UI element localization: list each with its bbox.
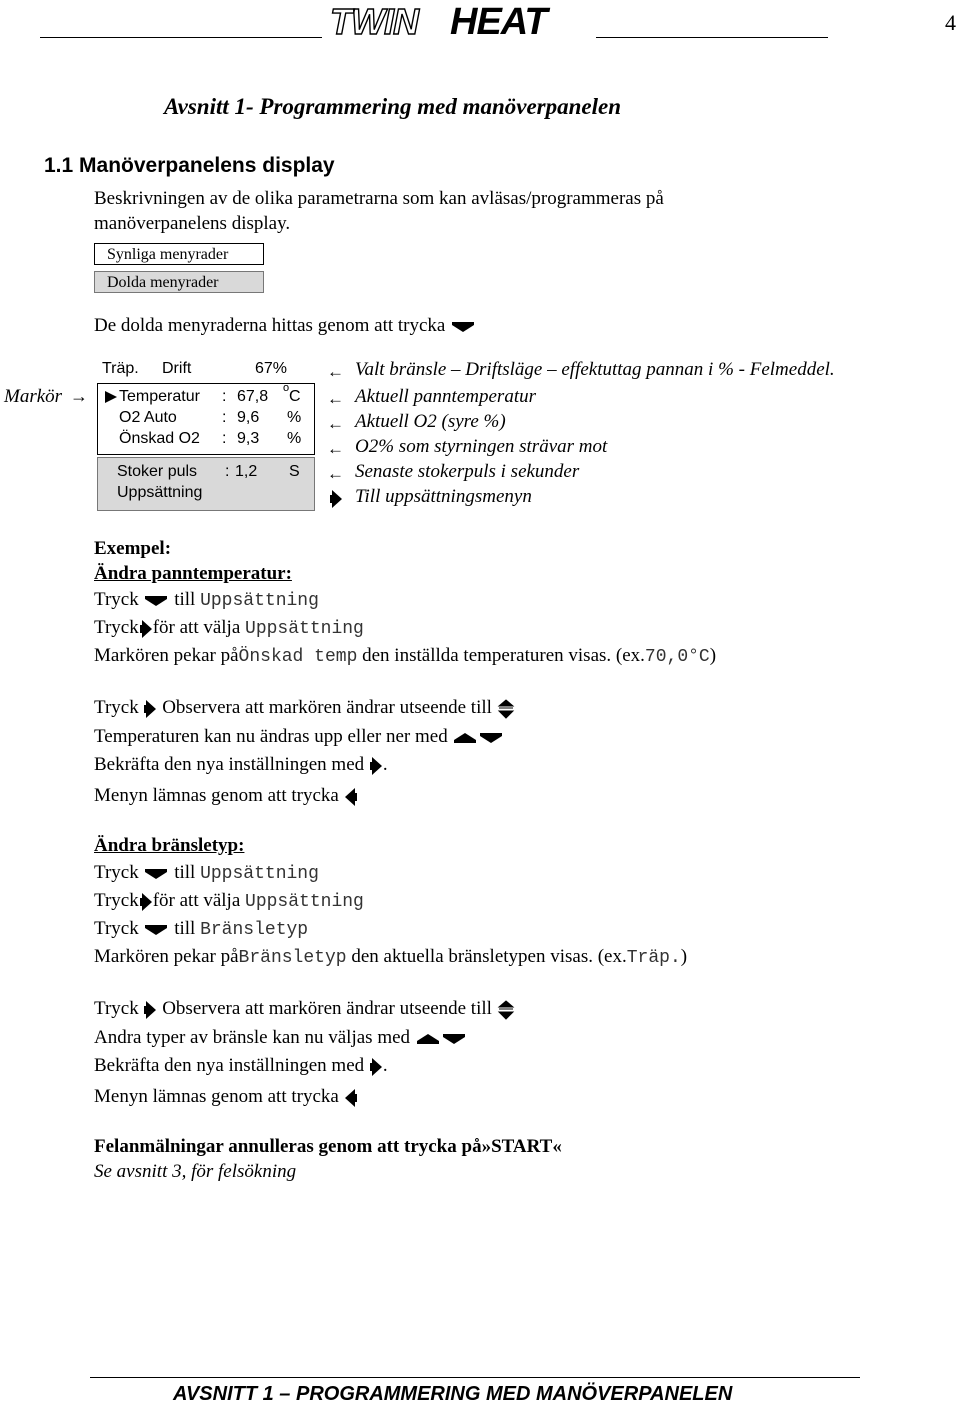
row-stoker-value: 1,2 (235, 463, 258, 480)
cursor-triangle-icon (104, 390, 118, 404)
row-o2-sep: : (222, 409, 227, 426)
step-text: Markören pekar på (94, 946, 239, 967)
arrow-left-icon (344, 786, 358, 808)
step-text: till (174, 589, 196, 610)
step-text: . (382, 1055, 388, 1076)
desc-o2: Aktuell O2 (syre %) (355, 411, 506, 432)
up-down-cursor-icon (497, 1000, 515, 1020)
display-fuel: Träp. (102, 360, 139, 377)
legend-visible-rows: Synliga menyrader (94, 243, 264, 265)
row-o2-value: 9,6 (237, 409, 260, 426)
step-text: Bekräfta den nya inställningen med (94, 754, 365, 775)
desc-stoker: Senaste stokerpuls i sekunder (355, 461, 580, 482)
arrow-right-icon (139, 891, 153, 913)
arrow-right-icon (139, 618, 153, 640)
row-o2-unit: % (287, 409, 302, 426)
step-text: Tryck (94, 890, 139, 911)
step-text: den inställda temperaturen visas. (ex. (362, 645, 645, 666)
twin-heat-logo (326, 0, 590, 42)
svg-text:TWIN: TWIN (330, 1, 418, 42)
step-text: ) (709, 645, 717, 666)
fuel-step-2 (94, 888, 364, 914)
section-title: Avsnitt 1- Programmering med manöverpanelen (164, 94, 622, 119)
left-arrow-icon: ← (327, 464, 344, 483)
step-text: ) (680, 946, 688, 967)
subsection-title: 1.1 Manöverpanelens display (44, 154, 335, 177)
see-section-note: Se avsnitt 3, för felsökning (94, 1161, 297, 1182)
temp-step-1 (94, 587, 319, 613)
fuel-step-1 (94, 860, 319, 886)
row-temperatur-degree: o (283, 382, 290, 394)
fuel-step-3 (94, 916, 308, 942)
step-text: för att välja (152, 890, 241, 911)
fuel-heading: Ändra bränsletyp: (94, 835, 245, 856)
step-text: Tryck (94, 617, 139, 638)
fuel-step-5 (94, 996, 515, 1022)
step-code: Bränsletyp (200, 920, 309, 940)
step-text: Tryck (94, 998, 139, 1019)
row-temperatur-value: 67,8 (237, 388, 269, 405)
arrow-down-icon (143, 922, 169, 938)
left-arrow-icon: ← (327, 362, 344, 381)
step-text: . (382, 754, 388, 775)
arrow-up-icon (415, 1031, 441, 1047)
step-text: Tryck (94, 918, 139, 939)
step-code: 70,0°C (644, 647, 710, 667)
display-power: 67% (255, 360, 288, 377)
left-arrow-icon: ← (327, 414, 344, 433)
up-down-cursor-icon (497, 699, 515, 719)
row-onskad-label: Önskad O2 (119, 430, 200, 447)
step-text: Andra typer av bränsle kan nu väljas med (94, 1027, 411, 1048)
step-code: Bränsletyp (238, 948, 347, 968)
step-text: till (174, 862, 196, 883)
row-temperatur-unit: C (289, 388, 301, 405)
intro-line-1: Beskrivningen av de olika parametrarna som kan avläsas/programmeras på (94, 188, 664, 209)
hidden-rows-note (94, 313, 476, 338)
desc-temperatur: Aktuell panntemperatur (355, 386, 536, 407)
cursor-arrow-icon: → (70, 386, 88, 406)
fuel-step-6 (94, 1025, 467, 1051)
svg-text:HEAT: HEAT (450, 1, 547, 42)
fault-note: Felanmälningar annulleras genom att trycka på»START« (94, 1136, 562, 1157)
arrow-up-icon (452, 730, 478, 746)
arrow-left-icon (344, 1087, 358, 1109)
row-onskad-unit: % (287, 430, 302, 447)
step-code: Uppsättning (200, 591, 319, 611)
temp-step-5 (94, 724, 504, 750)
step-text: Temperaturen kan nu ändras upp eller ner med (94, 726, 448, 747)
arrow-down-icon (450, 319, 476, 335)
step-text: Observera att markören ändrar utseende till (162, 697, 492, 718)
step-text: Menyn lämnas genom att trycka (94, 1086, 339, 1107)
step-code: Uppsättning (245, 619, 364, 639)
arrow-right-icon (329, 489, 343, 509)
step-code: Uppsättning (245, 892, 364, 912)
arrow-down-icon (143, 593, 169, 609)
arrow-right-icon (369, 1056, 383, 1078)
page-footer: AVSNITT 1 – PROGRAMMERING MED MANÖVERPANELEN (173, 1383, 733, 1405)
step-text: Tryck (94, 697, 139, 718)
header-rule-right (596, 37, 828, 38)
step-text: Bekräfta den nya inställningen med (94, 1055, 365, 1076)
fuel-step-7 (94, 1053, 388, 1079)
step-text: Menyn lämnas genom att trycka (94, 785, 339, 806)
row-stoker-label: Stoker puls (117, 463, 198, 480)
display-visible-rows (97, 383, 315, 455)
desc-uppsattning: Till uppsättningsmenyn (355, 486, 532, 507)
temp-step-3 (94, 643, 716, 669)
step-code: Träp. (626, 948, 681, 968)
temp-step-6 (94, 752, 388, 778)
footer-rule (90, 1377, 860, 1378)
arrow-right-icon (143, 698, 157, 720)
arrow-down-icon (441, 1031, 467, 1047)
step-text: den aktuella bränsletypen visas. (ex. (351, 946, 627, 967)
legend-hidden-rows: Dolda menyrader (94, 271, 264, 293)
temp-step-2 (94, 615, 364, 641)
display-status-row (97, 358, 315, 382)
arrow-down-icon (143, 866, 169, 882)
step-text: till (174, 918, 196, 939)
cursor-label: Markör (4, 386, 63, 407)
example-heading: Exempel: (94, 538, 172, 559)
row-onskad-sep: : (222, 430, 227, 447)
fuel-step-8 (94, 1084, 358, 1110)
row-uppsattning-label: Uppsättning (117, 484, 203, 501)
row-o2-label: O2 Auto (119, 409, 177, 426)
row-temperatur-label: Temperatur (119, 388, 200, 405)
temp-step-7 (94, 783, 358, 809)
step-code: Önskad temp (238, 647, 358, 667)
fuel-step-4 (94, 944, 687, 970)
step-code: Uppsättning (200, 864, 319, 884)
temp-step-4 (94, 695, 515, 721)
row-temperatur-sep: : (222, 388, 227, 405)
intro-line-2: manöverpanelens display. (94, 213, 291, 234)
desc-status: Valt bränsle – Driftsläge – effektuttag pannan i % - Felmeddel. (355, 359, 835, 380)
arrow-right-icon (143, 999, 157, 1021)
step-text: Tryck (94, 589, 139, 610)
left-arrow-icon: ← (327, 389, 344, 408)
temp-heading: Ändra panntemperatur: (94, 563, 292, 584)
display-hidden-rows (97, 457, 315, 511)
arrow-right-icon (369, 755, 383, 777)
row-stoker-sep: : (225, 463, 230, 480)
row-onskad-value: 9,3 (237, 430, 260, 447)
step-text: Observera att markören ändrar utseende till (162, 998, 492, 1019)
desc-onskad-o2: O2% som styrningen strävar mot (355, 436, 608, 457)
row-stoker-unit: S (289, 463, 300, 480)
left-arrow-icon: ← (327, 439, 344, 458)
header-rule-left (40, 37, 322, 38)
display-mode: Drift (162, 360, 192, 377)
step-text: Tryck (94, 862, 139, 883)
step-text: för att välja (152, 617, 241, 638)
step-text: Markören pekar på (94, 645, 239, 666)
arrow-down-icon (478, 730, 504, 746)
hidden-rows-note-text: De dolda menyraderna hittas genom att trycka (94, 315, 446, 336)
page-number: 4 (945, 10, 956, 35)
